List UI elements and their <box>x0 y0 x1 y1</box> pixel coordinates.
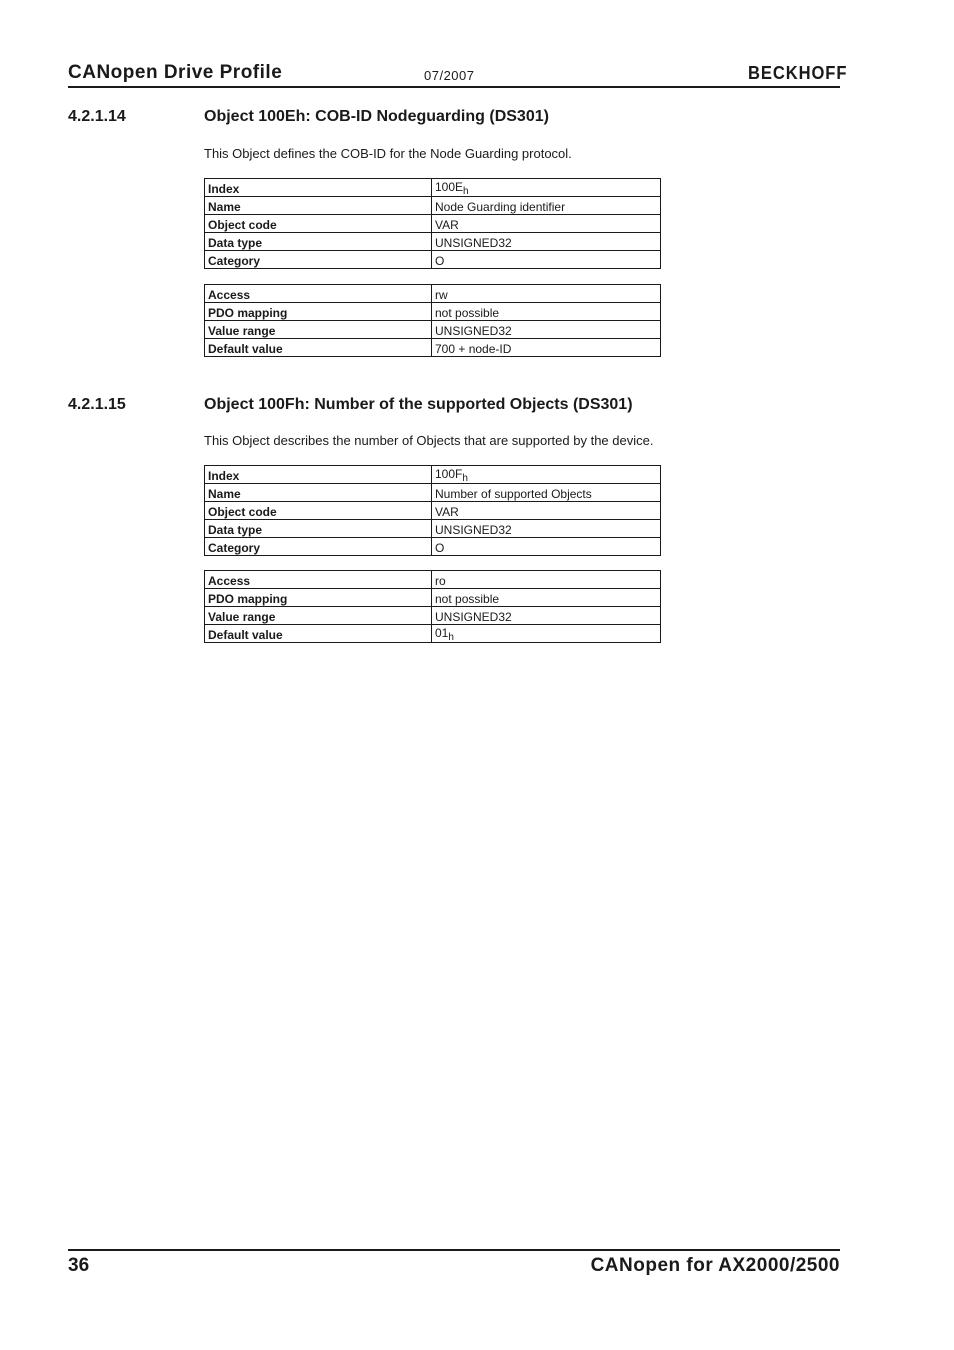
table-row <box>205 589 661 607</box>
table-row <box>205 179 661 197</box>
property-value: UNSIGNED32 <box>432 607 661 625</box>
table-row <box>205 607 661 625</box>
property-key: Data type <box>205 233 432 251</box>
property-key: Default value <box>205 625 432 643</box>
section-number: 4.2.1.14 <box>68 108 126 125</box>
hex-suffix: h <box>462 473 468 484</box>
object-properties-table <box>204 178 661 269</box>
section-number: 4.2.1.15 <box>68 396 126 413</box>
table-row <box>205 484 661 502</box>
value-text: 100F <box>435 467 463 481</box>
property-key: Name <box>205 484 432 502</box>
table-row <box>205 339 661 357</box>
access-properties-table <box>204 284 661 357</box>
property-value: not possible <box>432 589 661 607</box>
section-description: This Object describes the number of Objects that are supported by the device. <box>204 433 654 448</box>
hex-suffix: h <box>448 632 454 643</box>
property-key: Value range <box>205 321 432 339</box>
table-row <box>205 233 661 251</box>
property-value: rw <box>432 285 661 303</box>
table-row <box>205 215 661 233</box>
property-key: Data type <box>205 520 432 538</box>
property-key: Access <box>205 571 432 589</box>
property-value: UNSIGNED32 <box>432 321 661 339</box>
property-value <box>432 179 661 197</box>
property-value <box>432 466 661 484</box>
running-header-title: CANopen Drive Profile <box>68 62 283 83</box>
table-row <box>205 466 661 484</box>
property-key: Category <box>205 538 432 556</box>
property-key: Value range <box>205 607 432 625</box>
access-properties-table <box>204 570 661 643</box>
property-key: Object code <box>205 502 432 520</box>
property-key: PDO mapping <box>205 303 432 321</box>
property-value: Number of supported Objects <box>432 484 661 502</box>
table-row <box>205 538 661 556</box>
page-number: 36 <box>68 1255 90 1276</box>
value-text: 100E <box>435 180 464 194</box>
table-row <box>205 502 661 520</box>
hex-suffix: h <box>463 186 469 197</box>
property-key: Category <box>205 251 432 269</box>
property-key: Default value <box>205 339 432 357</box>
running-header-date: 07/2007 <box>424 68 475 83</box>
property-value: UNSIGNED32 <box>432 520 661 538</box>
object-properties-table <box>204 465 661 556</box>
property-value: not possible <box>432 303 661 321</box>
table-row <box>205 251 661 269</box>
table-row <box>205 520 661 538</box>
table-row <box>205 303 661 321</box>
property-key: Index <box>205 179 432 197</box>
header-divider <box>68 86 840 88</box>
property-value: UNSIGNED32 <box>432 233 661 251</box>
property-key: Object code <box>205 215 432 233</box>
property-value: VAR <box>432 502 661 520</box>
property-key: Index <box>205 466 432 484</box>
table-row <box>205 321 661 339</box>
table-row <box>205 625 661 643</box>
section-heading: Object 100Fh: Number of the supported Objects (DS301) <box>204 396 633 413</box>
table-row <box>205 285 661 303</box>
property-key: Name <box>205 197 432 215</box>
property-key: PDO mapping <box>205 589 432 607</box>
value-text: 01 <box>435 626 449 640</box>
document-title: CANopen for AX2000/2500 <box>590 1255 840 1276</box>
property-value: ro <box>432 571 661 589</box>
brand-logo: BECKHOFF <box>748 63 848 83</box>
table-row <box>205 571 661 589</box>
section-description: This Object defines the COB-ID for the Node Guarding protocol. <box>204 146 572 161</box>
property-value: VAR <box>432 215 661 233</box>
property-value: O <box>432 251 661 269</box>
table-row <box>205 197 661 215</box>
property-value: O <box>432 538 661 556</box>
footer-divider <box>68 1249 840 1251</box>
property-value <box>432 625 661 643</box>
property-value: Node Guarding identifier <box>432 197 661 215</box>
property-key: Access <box>205 285 432 303</box>
property-value: 700 + node-ID <box>432 339 661 357</box>
section-heading: Object 100Eh: COB-ID Nodeguarding (DS301) <box>204 108 549 125</box>
